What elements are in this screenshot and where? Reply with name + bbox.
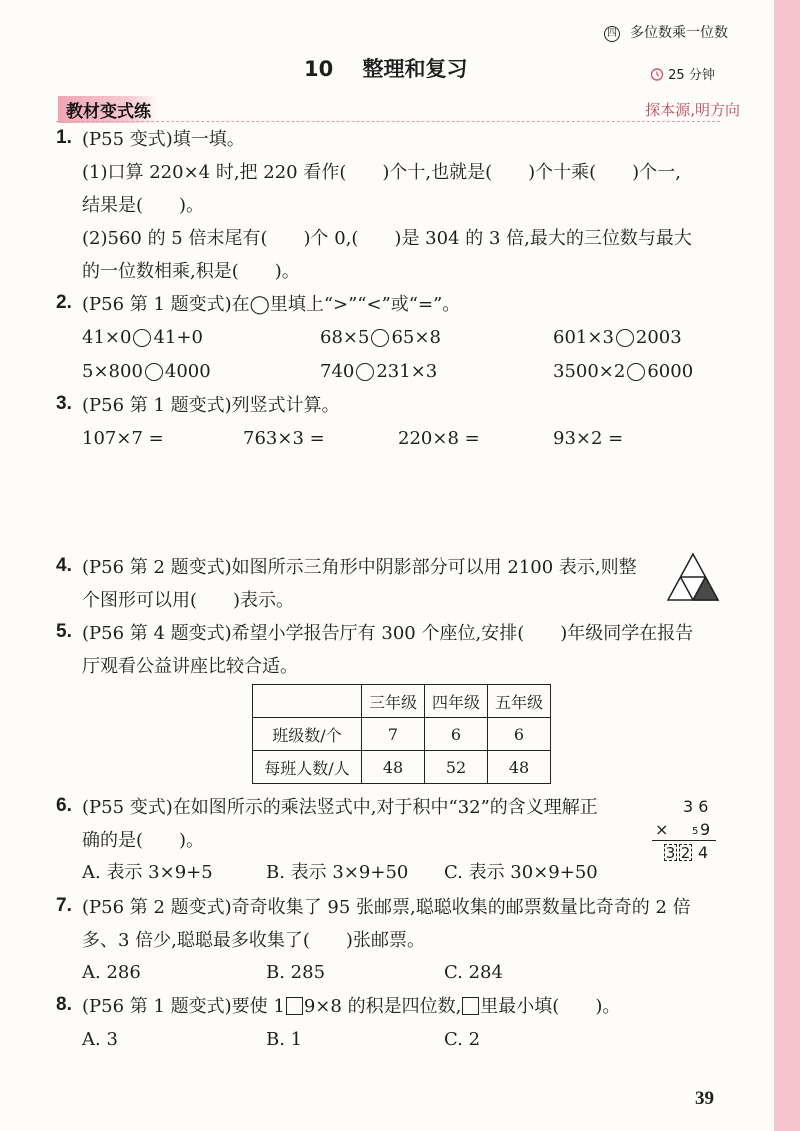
- q4-line2: 个图形可以用( )表示。: [82, 590, 295, 611]
- vertical-mult-bottom: 9: [700, 820, 711, 839]
- q1-line3: (2)560 的 5 倍末尾有( )个 0,( )是 304 的 3 倍,最大的三位数与最大: [82, 228, 692, 249]
- boxed-digit: 2: [680, 844, 691, 862]
- q2-item: [553, 326, 682, 350]
- chapter-header: [604, 22, 728, 42]
- q6-option-b[interactable]: B. 表示 3×9+50: [266, 862, 409, 883]
- section-slogan: 探本源,明方向: [645, 101, 740, 119]
- section-divider: [56, 121, 720, 122]
- answer-circle[interactable]: [616, 329, 634, 347]
- q2-item-left: 68×5: [320, 327, 370, 348]
- page-edge-band: [774, 0, 800, 1131]
- q7-option-c[interactable]: C. 284: [444, 962, 503, 983]
- q8-line: [82, 995, 620, 1019]
- q7-line1: (P56 第 2 题变式)奇奇收集了 95 张邮票,聪聪收集的邮票数量比奇奇的 2 倍: [82, 897, 691, 918]
- q1-line1: (1)口算 220×4 时,把 220 看作( )个十,也就是( )个十乘( )个一,: [82, 162, 681, 183]
- q8-number: 8.: [56, 994, 72, 1015]
- q2-item: [320, 326, 441, 350]
- blank-square[interactable]: [462, 997, 479, 1015]
- q1-line4: 的一位数相乘,积是( )。: [82, 261, 300, 282]
- q6-option-a[interactable]: A. 表示 3×9+5: [82, 862, 213, 883]
- table-header: 五年级: [488, 685, 551, 718]
- table-row: [253, 718, 551, 751]
- table-header-row: [253, 685, 551, 718]
- table-cell: 每班人数/人: [253, 751, 362, 784]
- q7-number: 7.: [56, 895, 72, 916]
- q2-item-left: 41×0: [82, 327, 132, 348]
- table-header: 三年级: [362, 685, 425, 718]
- q8-option-c[interactable]: C. 2: [444, 1029, 481, 1050]
- result-digit: 4: [698, 843, 709, 862]
- q4-number: 4.: [56, 555, 72, 576]
- boxed-digit: 3: [665, 844, 676, 862]
- section-label: 教材变式练: [66, 102, 151, 122]
- q2-item-left: 740: [320, 361, 355, 382]
- q2-item-right: 2003: [635, 327, 682, 348]
- vertical-mult-line: [652, 840, 716, 841]
- q7-option-a[interactable]: A. 286: [82, 962, 141, 983]
- lesson-number: 10: [304, 57, 334, 81]
- q2-item-left: 5×800: [82, 361, 143, 382]
- q2-item-right: 41+0: [153, 327, 203, 348]
- q6-number: 6.: [56, 795, 72, 816]
- table-header: 四年级: [425, 685, 488, 718]
- time-indicator: [650, 64, 715, 83]
- table-cell: 48: [362, 751, 425, 784]
- q6-line1: (P55 变式)在如图所示的乘法竖式中,对于积中“32”的含义理解正: [82, 797, 598, 818]
- vertical-mult-result: [664, 843, 708, 862]
- q5-line1: (P56 第 4 题变式)希望小学报告厅有 300 个座位,安排( )年级同学在报告: [82, 623, 694, 644]
- q2-item: [553, 360, 693, 384]
- q2-item: [82, 360, 211, 384]
- q2-item-right: 6000: [647, 361, 694, 382]
- class-data-table: [252, 684, 551, 784]
- q5-number: 5.: [56, 621, 72, 642]
- blank-square[interactable]: [286, 997, 303, 1015]
- q6-line2: 确的是( )。: [82, 830, 205, 851]
- vertical-mult-sign: ×: [655, 820, 669, 839]
- page-number: 39: [695, 1088, 714, 1109]
- q3-item: 763×3 =: [243, 428, 325, 449]
- table-cell: 班级数/个: [253, 718, 362, 751]
- chapter-title: 多位数乘一位数: [630, 25, 728, 41]
- q7-line2: 多、3 倍少,聪聪最多收集了( )张邮票。: [82, 930, 425, 951]
- answer-circle[interactable]: [627, 363, 645, 381]
- section-banner: [58, 96, 159, 123]
- lesson-title: [304, 53, 468, 83]
- q8-text-a: (P56 第 1 题变式)要使 1: [82, 996, 285, 1017]
- answer-circle[interactable]: [356, 363, 374, 381]
- q2-item-right: 231×3: [376, 361, 438, 382]
- vertical-mult-top: 3 6: [683, 797, 709, 816]
- q3-item: 107×7 =: [82, 428, 164, 449]
- table-cell: 6: [488, 718, 551, 751]
- q2-item: [320, 360, 437, 384]
- q1-line2: 结果是( )。: [82, 195, 205, 216]
- table-cell: 52: [425, 751, 488, 784]
- q2-item: [82, 326, 203, 350]
- answer-circle[interactable]: [371, 329, 389, 347]
- q1-intro: (P55 变式)填一填。: [82, 129, 245, 150]
- table-cell: 48: [488, 751, 551, 784]
- answer-circle[interactable]: [145, 363, 163, 381]
- table-header: [253, 685, 362, 718]
- q2-item-right: 4000: [164, 361, 211, 382]
- triangle-figure: [666, 552, 720, 602]
- q2-item-right: 65×8: [391, 327, 441, 348]
- q7-option-b[interactable]: B. 285: [266, 962, 326, 983]
- q6-option-c[interactable]: C. 表示 30×9+50: [444, 862, 598, 883]
- q8-text-b: 9×8 的积是四位数,: [303, 996, 462, 1017]
- lesson-name: 整理和复习: [362, 57, 468, 81]
- q2-item-left: 601×3: [553, 327, 614, 348]
- q3-item: 93×2 =: [553, 428, 624, 449]
- q1-number: 1.: [56, 127, 72, 148]
- q4-line1: (P56 第 2 题变式)如图所示三角形中阴影部分可以用 2100 表示,则整: [82, 557, 637, 578]
- q2-number: 2.: [56, 292, 72, 313]
- q3-intro: (P56 第 1 题变式)列竖式计算。: [82, 395, 340, 416]
- table-cell: 7: [362, 718, 425, 751]
- q8-option-a[interactable]: A. 3: [82, 1029, 118, 1050]
- time-label: 25 分钟: [668, 68, 715, 83]
- chapter-number-icon: 四: [604, 26, 620, 42]
- q2-item-left: 3500×2: [553, 361, 626, 382]
- table-cell: 6: [425, 718, 488, 751]
- answer-circle[interactable]: [133, 329, 151, 347]
- q5-line2: 厅观看公益讲座比较合适。: [82, 656, 298, 677]
- clock-icon: [650, 67, 664, 81]
- vertical-mult-carry: 5: [692, 826, 699, 837]
- q8-option-b[interactable]: B. 1: [266, 1029, 303, 1050]
- q3-item: 220×8 =: [398, 428, 480, 449]
- q3-number: 3.: [56, 393, 72, 414]
- table-row: [253, 751, 551, 784]
- q2-intro: (P56 第 1 题变式)在◯里填上“>”“<”或“=”。: [82, 294, 461, 315]
- q8-text-c: 里最小填( )。: [480, 996, 621, 1017]
